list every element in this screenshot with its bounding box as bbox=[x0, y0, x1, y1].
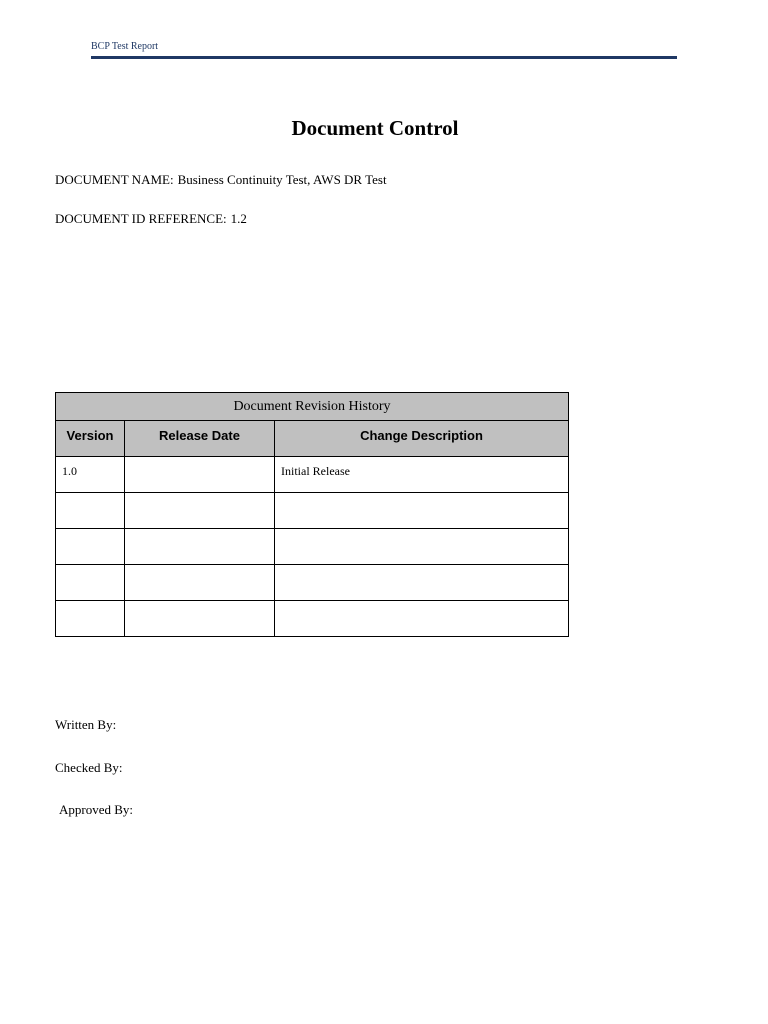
document-name-value: Business Continuity Test, AWS DR Test bbox=[177, 172, 387, 187]
document-name-label: DOCUMENT NAME: bbox=[55, 172, 174, 187]
table-row bbox=[56, 565, 569, 601]
checked-by-label: Checked By: bbox=[55, 760, 123, 775]
change-description-cell bbox=[275, 529, 569, 565]
revision-history-table bbox=[55, 392, 569, 637]
release-date-cell bbox=[125, 457, 275, 493]
change-description-cell bbox=[275, 601, 569, 637]
document-id-label: DOCUMENT ID REFERENCE: bbox=[55, 211, 227, 226]
revision-table-caption: Document Revision History bbox=[56, 393, 569, 421]
column-header-release-date: Release Date bbox=[125, 421, 275, 457]
table-row bbox=[56, 529, 569, 565]
running-header-title: BCP Test Report bbox=[91, 41, 159, 52]
release-date-cell bbox=[125, 565, 275, 601]
document-id-line bbox=[55, 211, 247, 227]
document-id-value: 1.2 bbox=[230, 211, 247, 226]
approved-by-label: Approved By: bbox=[59, 802, 134, 817]
version-cell bbox=[56, 601, 125, 637]
table-row bbox=[56, 457, 569, 493]
table-row bbox=[56, 493, 569, 529]
change-description-cell bbox=[275, 493, 569, 529]
written-by-label: Written By: bbox=[55, 717, 117, 732]
change-description-cell: Initial Release bbox=[275, 457, 569, 493]
header-rule bbox=[91, 56, 677, 59]
version-cell bbox=[56, 565, 125, 601]
release-date-cell bbox=[125, 529, 275, 565]
version-cell bbox=[56, 493, 125, 529]
change-description-cell bbox=[275, 565, 569, 601]
column-header-change-description: Change Description bbox=[275, 421, 569, 457]
document-name-line bbox=[55, 172, 387, 188]
version-cell bbox=[56, 529, 125, 565]
page-title: Document Control bbox=[291, 116, 459, 140]
release-date-cell bbox=[125, 601, 275, 637]
column-header-version: Version bbox=[56, 421, 125, 457]
table-row bbox=[56, 601, 569, 637]
release-date-cell bbox=[125, 493, 275, 529]
version-cell: 1.0 bbox=[56, 457, 125, 493]
